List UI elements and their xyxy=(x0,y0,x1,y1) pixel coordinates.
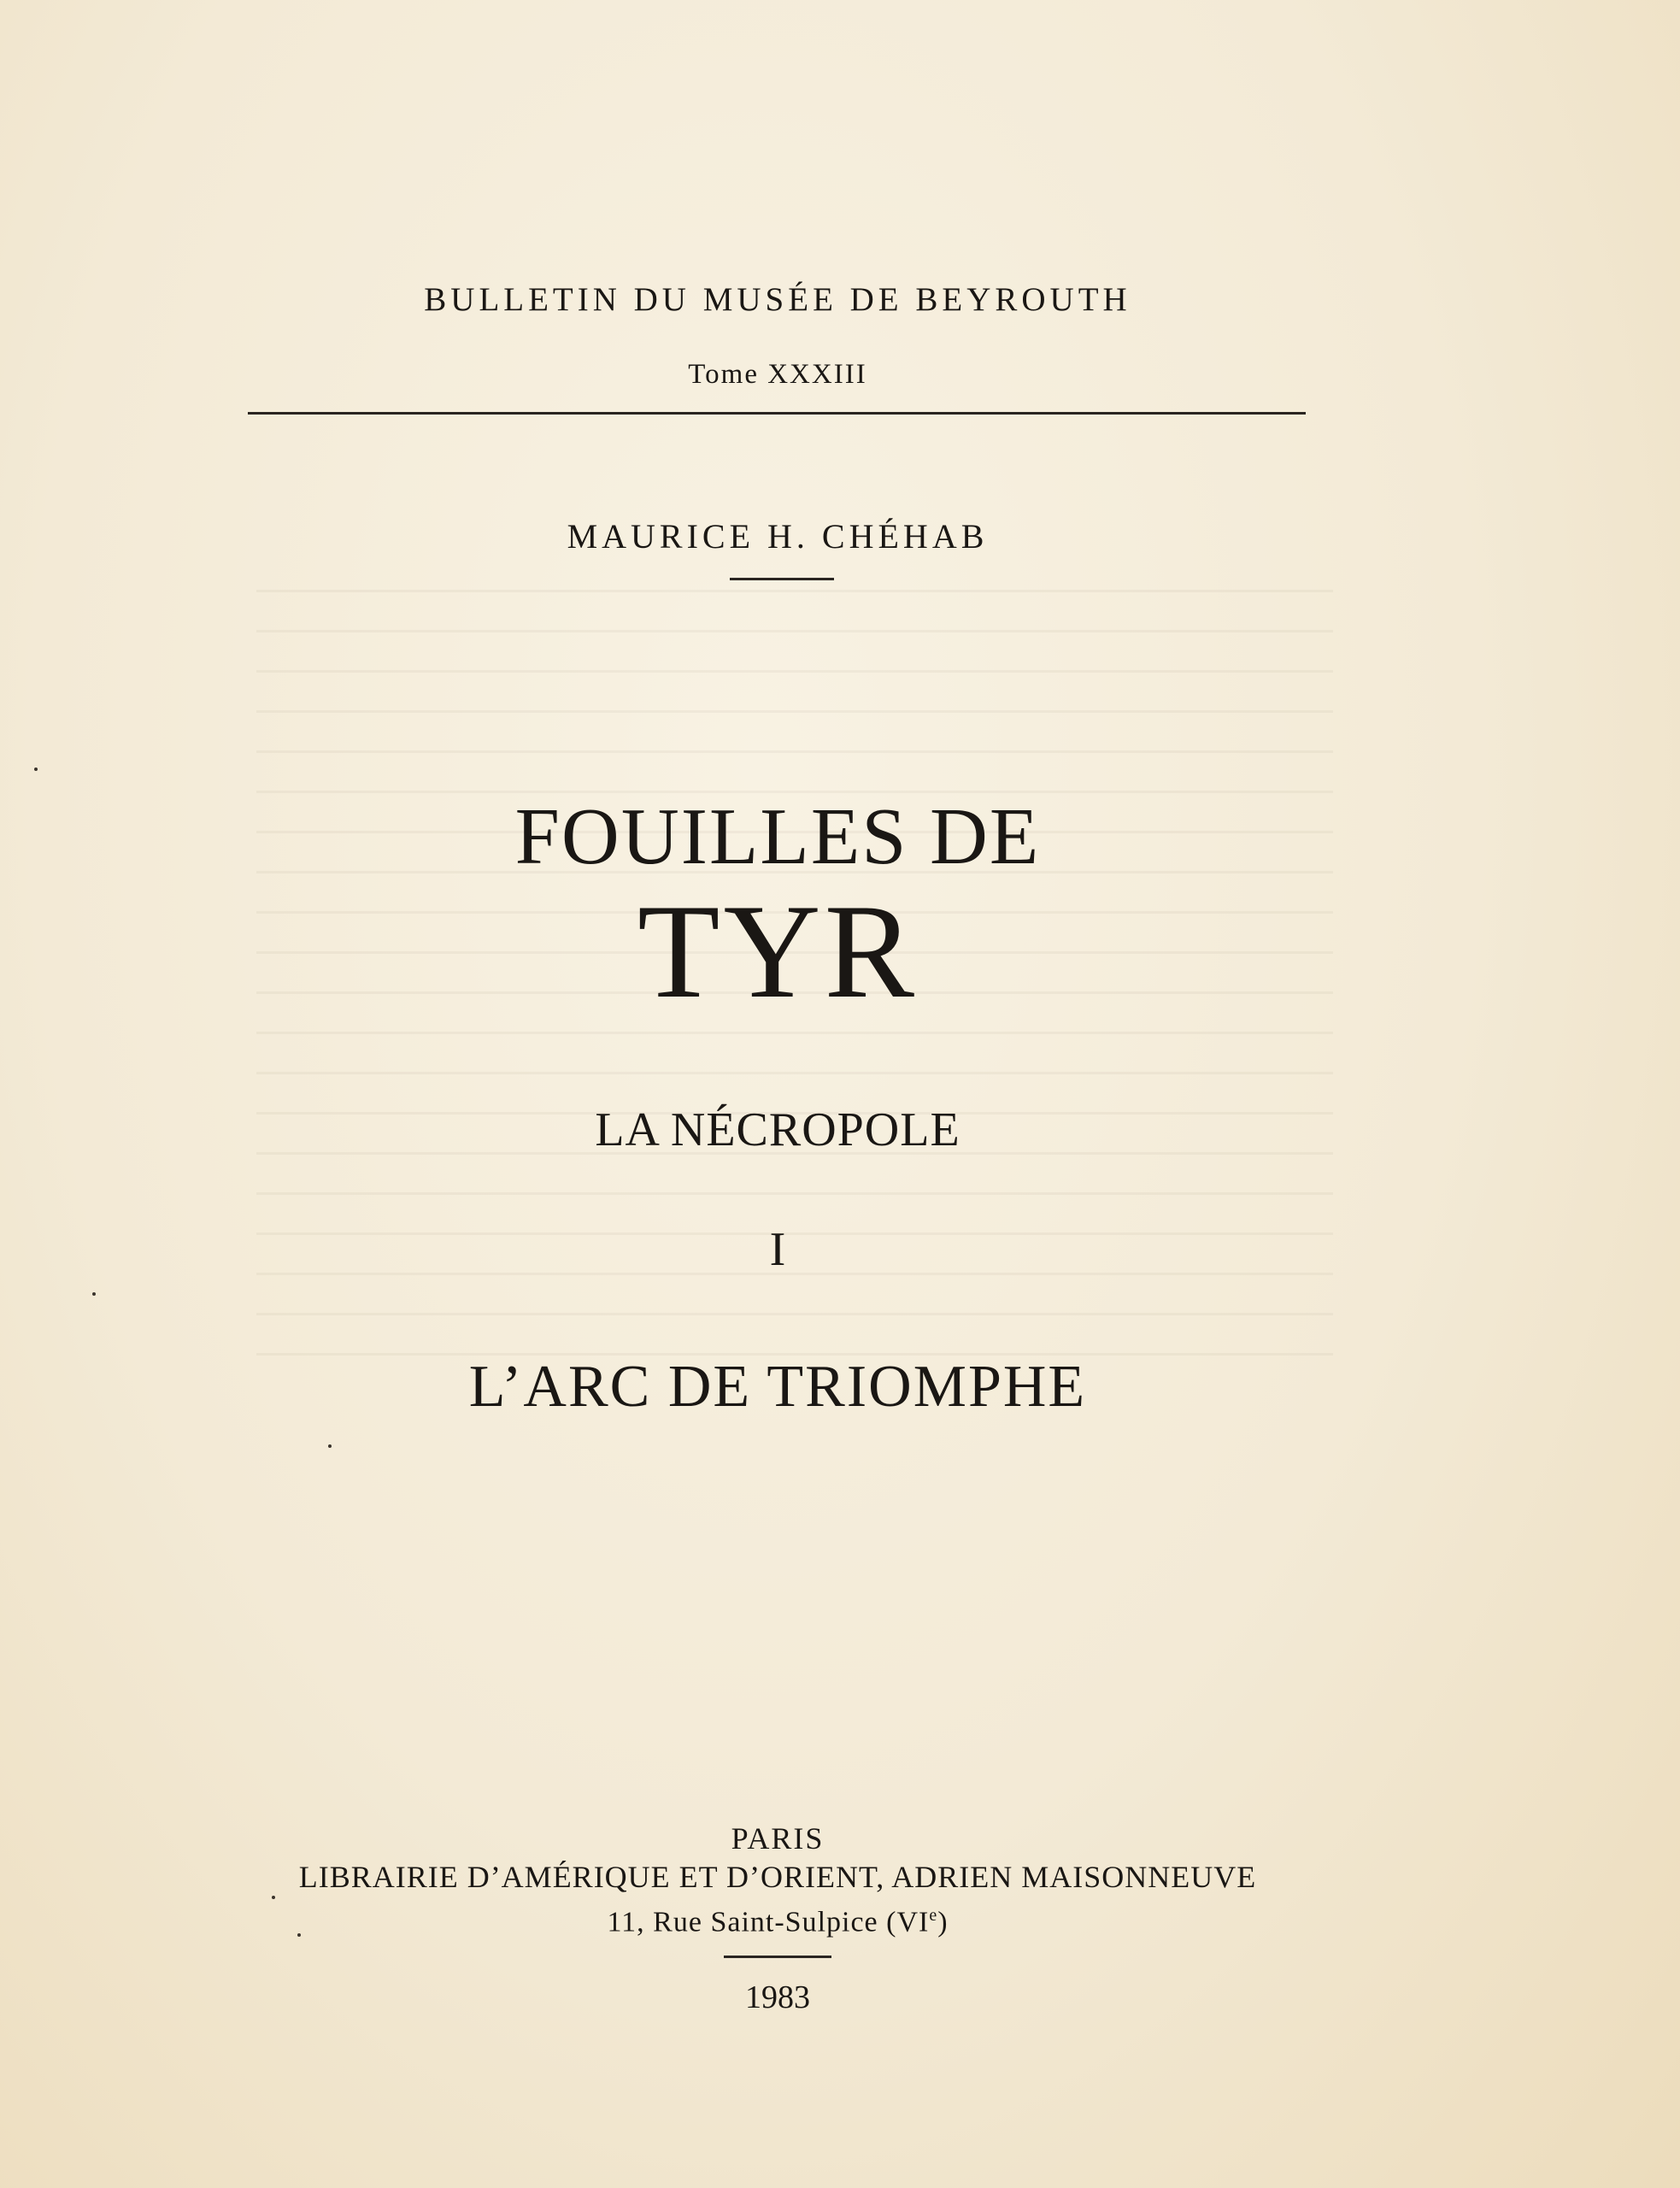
address-text: 11, Rue Saint-Sulpice (VI xyxy=(607,1906,930,1938)
imprint-address xyxy=(0,1906,1555,1938)
volume-number: I xyxy=(769,1223,786,1276)
title-line-2: TYR xyxy=(637,877,918,1026)
paper-speck xyxy=(92,1292,96,1296)
paper-speck xyxy=(34,768,38,771)
publication-year: 1983 xyxy=(745,1979,810,2015)
imprint-rule xyxy=(724,1956,831,1958)
paper-speck xyxy=(272,1896,275,1899)
header-rule xyxy=(248,412,1306,415)
author-rule xyxy=(730,578,834,580)
part-title: L’ARC DE TRIOMPHE xyxy=(468,1354,1087,1420)
address-superscript: e xyxy=(929,1906,938,1925)
imprint-publisher: LIBRAIRIE D’AMÉRIQUE ET D’ORIENT, ADRIEN MAISONNEUVE xyxy=(298,1860,1257,1894)
subtitle: LA NÉCROPOLE xyxy=(595,1103,960,1156)
author-name: MAURICE H. CHÉHAB xyxy=(567,517,989,556)
paper-speck xyxy=(328,1444,332,1448)
paper-speck xyxy=(297,1933,301,1937)
tome-number: Tome XXXIII xyxy=(688,359,867,390)
imprint-city: PARIS xyxy=(731,1821,825,1856)
series-title: BULLETIN DU MUSÉE DE BEYROUTH xyxy=(424,281,1131,318)
address-end: ) xyxy=(937,1906,949,1938)
title-line-1: FOUILLES DE xyxy=(514,792,1041,881)
